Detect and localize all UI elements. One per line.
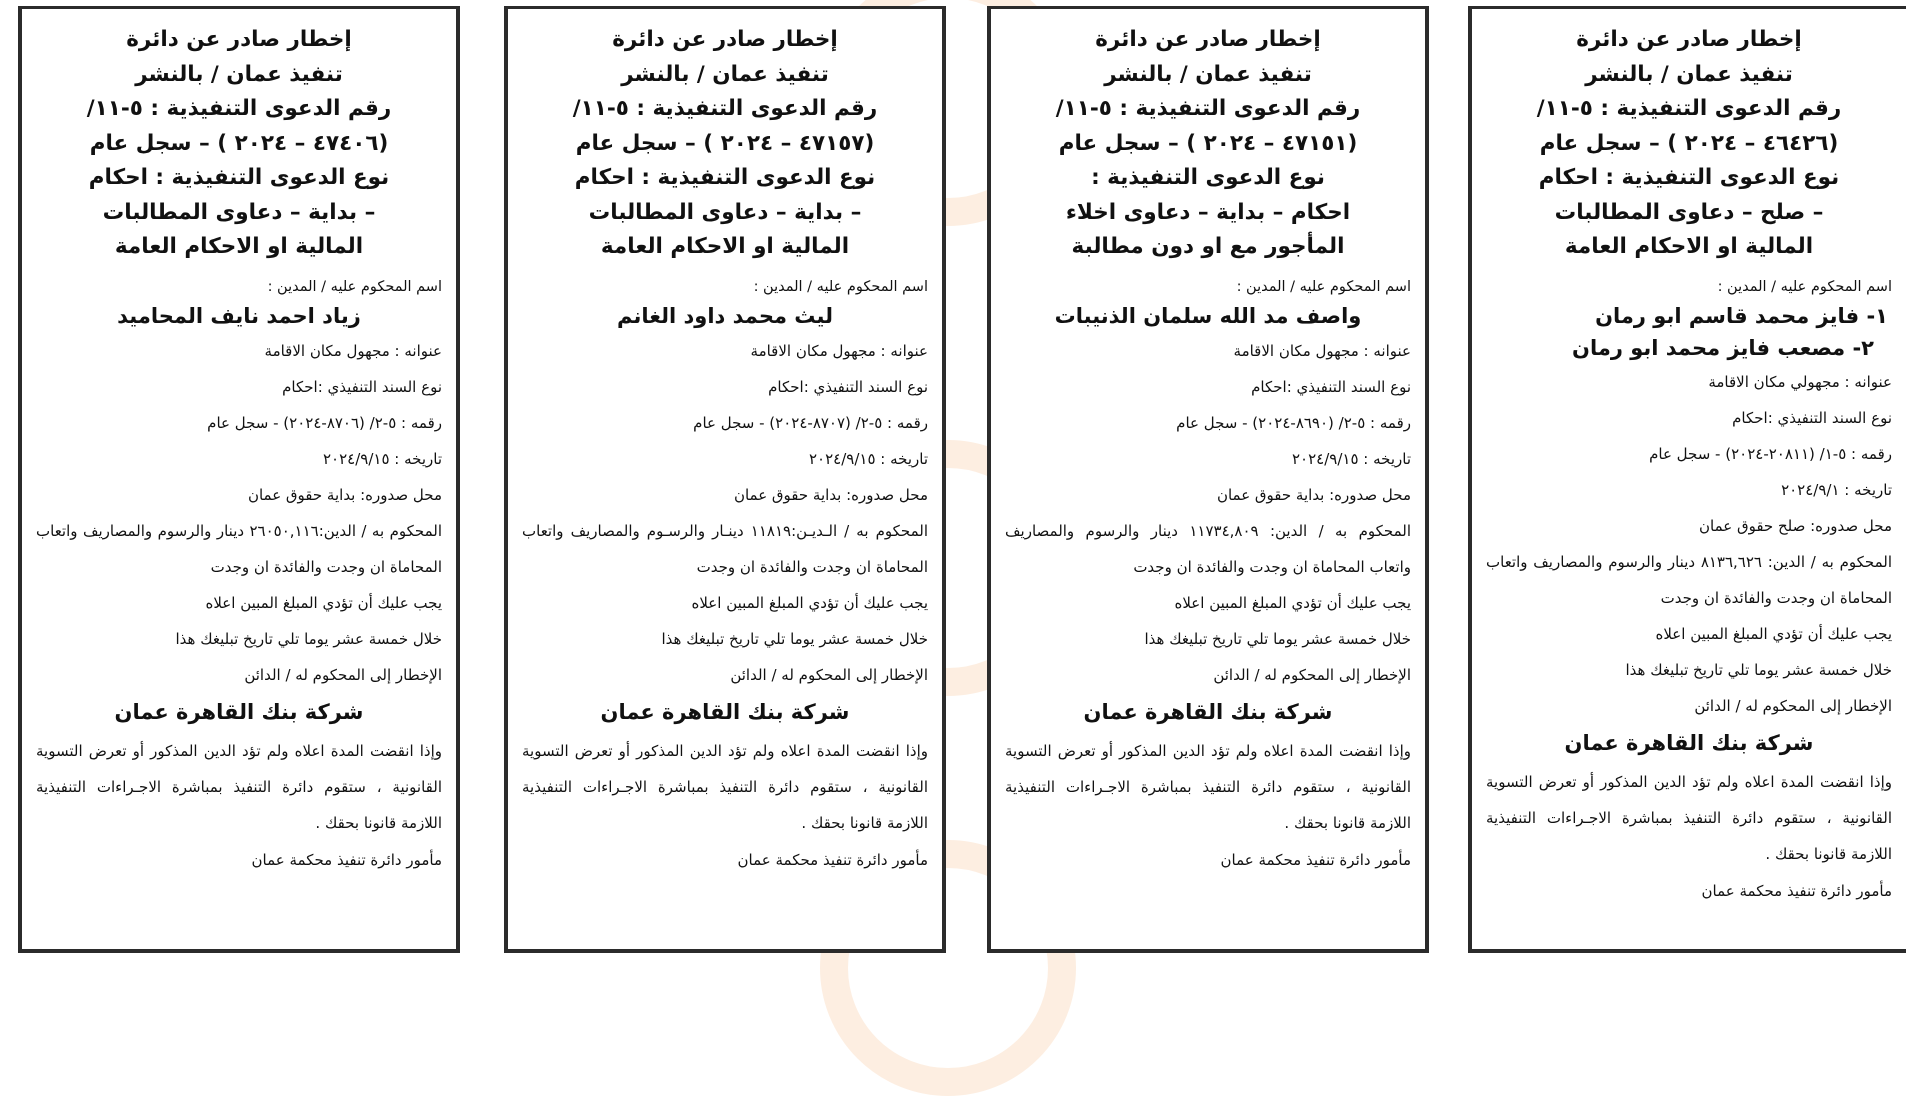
- doc-date: تاريخه : ٢٠٢٤/٩/١: [1781, 480, 1892, 499]
- issued-by: محل صدوره: صلح حقوق عمان: [1698, 516, 1892, 535]
- payment-line-3: الإخطار إلى المحكوم له / الدائن: [244, 665, 442, 684]
- payment-line-3: الإخطار إلى المحكوم له / الدائن: [730, 665, 928, 684]
- heading-line: رقم الدعوى التنفيذية : ٥-١١/: [86, 96, 392, 121]
- creditor-bank: شركة بنك القاهرة عمان: [1564, 730, 1814, 755]
- debtor-label: اسم المحكوم عليه / المدين :: [753, 278, 928, 295]
- payment-line-1: يجب عليك أن تؤدي المبلغ المبين اعلاه: [1174, 593, 1411, 612]
- notice-2: [987, 6, 1429, 953]
- signature: مأمور دائرة تنفيذ محكمة عمان: [1701, 881, 1892, 900]
- heading-line: إخطار صادر عن دائرة: [1095, 27, 1321, 52]
- heading-line: – بداية – دعاوى المطالبات: [588, 199, 862, 225]
- heading-line: نوع الدعوى التنفيذية : احكام: [574, 165, 876, 190]
- notice-heading: [1005, 23, 1411, 265]
- heading-line: المالية او الاحكام العامة: [114, 234, 364, 259]
- creditor-bank: شركة بنك القاهرة عمان: [600, 699, 850, 724]
- amount-text: المحكوم به / الدين: ١١٧٣٤,٨٠٩ دينار والرسوم والمصاريف واتعاب المحاماة ان وجدت والفائدة ان وجدت: [1005, 521, 1411, 576]
- creditor-bank: شركة بنك القاهرة عمان: [1083, 699, 1333, 724]
- heading-line: (٤٧١٥١ – ٢٠٢٤ ) – سجل عام: [1058, 130, 1358, 156]
- issued-by: محل صدوره: بداية حقوق عمان: [733, 485, 928, 504]
- heading-line: (٤٧٤٠٦ – ٢٠٢٤ ) – سجل عام: [89, 130, 389, 156]
- notice-heading: [522, 23, 928, 265]
- doc-date: تاريخه : ٢٠٢٤/٩/١٥: [323, 449, 442, 468]
- payment-line-3: الإخطار إلى المحكوم له / الدائن: [1213, 665, 1411, 684]
- heading-line: (٤٦٤٢٦ – ٢٠٢٤ ) – سجل عام: [1539, 130, 1839, 156]
- doc-date: تاريخه : ٢٠٢٤/٩/١٥: [1292, 449, 1411, 468]
- notice-heading: [1486, 23, 1892, 265]
- payment-line-2: خلال خمسة عشر يوما تلي تاريخ تبليغك هذا: [1144, 629, 1411, 648]
- doc-type: نوع السند التنفيذي :احكام: [1251, 377, 1411, 396]
- heading-line: المأجور مع او دون مطالبة: [1071, 234, 1345, 259]
- doc-type: نوع السند التنفيذي :احكام: [282, 377, 442, 396]
- doc-number: رقمه : ٥-٢/ (٨٧٠٧-٢٠٢٤) - سجل عام: [693, 413, 928, 432]
- heading-line: إخطار صادر عن دائرة: [612, 27, 838, 52]
- heading-line: نوع الدعوى التنفيذية :: [1091, 165, 1325, 190]
- doc-number: رقمه : ٥-٢/ (٨٦٩٠-٢٠٢٤) - سجل عام: [1176, 413, 1411, 432]
- heading-line: نوع الدعوى التنفيذية : احكام: [88, 165, 390, 190]
- notice-3: [504, 6, 946, 953]
- creditor-bank: شركة بنك القاهرة عمان: [114, 699, 364, 724]
- heading-line: تنفيذ عمان / بالنشر: [135, 61, 343, 87]
- doc-type: نوع السند التنفيذي :احكام: [768, 377, 928, 396]
- doc-type: نوع السند التنفيذي :احكام: [1732, 408, 1892, 427]
- debtor-label: اسم المحكوم عليه / المدين :: [1717, 278, 1892, 295]
- payment-line-1: يجب عليك أن تؤدي المبلغ المبين اعلاه: [691, 593, 928, 612]
- payment-line-1: يجب عليك أن تؤدي المبلغ المبين اعلاه: [1655, 624, 1892, 643]
- doc-number: رقمه : ٥-١/ (٢٠٨١١-٢٠٢٤) - سجل عام: [1649, 444, 1892, 463]
- heading-line: تنفيذ عمان / بالنشر: [1104, 61, 1312, 87]
- payment-line-2: خلال خمسة عشر يوما تلي تاريخ تبليغك هذا: [661, 629, 928, 648]
- notice-4: [18, 6, 460, 953]
- debtor-label: اسم المحكوم عليه / المدين :: [1236, 278, 1411, 295]
- warning-text: وإذا انقضت المدة اعلاه ولم تؤد الدين المذكور أو تعرض التسوية القانونية ، ستقوم دائرة التنفيذ بمباشرة الاجـراءات التنفيذية اللازمة قانونا بحقك .: [1005, 741, 1411, 832]
- heading-line: المالية او الاحكام العامة: [600, 234, 850, 259]
- heading-line: إخطار صادر عن دائرة: [1576, 27, 1802, 52]
- debtor-name: ١- فايز محمد قاسم ابو رمان: [1595, 303, 1888, 328]
- notice-heading: [36, 23, 442, 265]
- heading-line: رقم الدعوى التنفيذية : ٥-١١/: [1536, 96, 1842, 121]
- doc-number: رقمه : ٥-٢/ (٨٧٠٦-٢٠٢٤) - سجل عام: [207, 413, 442, 432]
- heading-line: – صلح – دعاوى المطالبات: [1554, 199, 1824, 225]
- debtor-name: زياد احمد نايف المحاميد: [117, 303, 361, 328]
- heading-line: رقم الدعوى التنفيذية : ٥-١١/: [1055, 96, 1361, 121]
- heading-line: رقم الدعوى التنفيذية : ٥-١١/: [572, 96, 878, 121]
- notice-1: [1468, 6, 1906, 953]
- heading-line: تنفيذ عمان / بالنشر: [1585, 61, 1793, 87]
- warning-text: وإذا انقضت المدة اعلاه ولم تؤد الدين المذكور أو تعرض التسوية القانونية ، ستقوم دائرة التنفيذ بمباشرة الاجـراءات التنفيذية اللازمة قانونا بحقك .: [36, 741, 442, 832]
- amount-text: المحكوم به / الـديـن:١١٨١٩ دينـار والرسـوم والمصاريف واتعاب المحاماة ان وجدت والفائدة ان وجدت: [522, 521, 928, 576]
- signature: مأمور دائرة تنفيذ محكمة عمان: [737, 850, 928, 869]
- heading-line: (٤٧١٥٧ – ٢٠٢٤ ) – سجل عام: [575, 130, 875, 156]
- heading-line: تنفيذ عمان / بالنشر: [621, 61, 829, 87]
- address: عنوانه : مجهول مكان الاقامة: [264, 341, 442, 360]
- heading-line: احكام – بداية – دعاوى اخلاء: [1065, 199, 1351, 225]
- issued-by: محل صدوره: بداية حقوق عمان: [247, 485, 442, 504]
- address: عنوانه : مجهولي مكان الاقامة: [1708, 372, 1892, 391]
- debtor-name: ليث محمد داود الغانم: [617, 303, 833, 328]
- issued-by: محل صدوره: بداية حقوق عمان: [1216, 485, 1411, 504]
- heading-line: المالية او الاحكام العامة: [1564, 234, 1814, 259]
- payment-line-2: خلال خمسة عشر يوما تلي تاريخ تبليغك هذا: [1625, 660, 1892, 679]
- warning-text: وإذا انقضت المدة اعلاه ولم تؤد الدين المذكور أو تعرض التسوية القانونية ، ستقوم دائرة التنفيذ بمباشرة الاجـراءات التنفيذية اللازمة قانونا بحقك .: [522, 741, 928, 832]
- heading-line: – بداية – دعاوى المطالبات: [102, 199, 376, 225]
- heading-line: نوع الدعوى التنفيذية : احكام: [1538, 165, 1840, 190]
- payment-line-3: الإخطار إلى المحكوم له / الدائن: [1694, 696, 1892, 715]
- address: عنوانه : مجهول مكان الاقامة: [1233, 341, 1411, 360]
- amount-text: المحكوم به / الدين: ٨١٣٦,٦٢٦ دينار والرسوم والمصاريف واتعاب المحاماة ان وجدت والفائدة ان وجدت: [1486, 552, 1892, 607]
- payment-line-1: يجب عليك أن تؤدي المبلغ المبين اعلاه: [205, 593, 442, 612]
- debtor-name: واصف مد الله سلمان الذنيبات: [1054, 303, 1362, 328]
- doc-date: تاريخه : ٢٠٢٤/٩/١٥: [809, 449, 928, 468]
- warning-text: وإذا انقضت المدة اعلاه ولم تؤد الدين المذكور أو تعرض التسوية القانونية ، ستقوم دائرة التنفيذ بمباشرة الاجـراءات التنفيذية اللازمة قانونا بحقك .: [1486, 772, 1892, 863]
- debtor-name: ٢- مصعب فايز محمد ابو رمان: [1572, 335, 1874, 360]
- debtor-label: اسم المحكوم عليه / المدين :: [267, 278, 442, 295]
- heading-line: إخطار صادر عن دائرة: [126, 27, 352, 52]
- payment-line-2: خلال خمسة عشر يوما تلي تاريخ تبليغك هذا: [175, 629, 442, 648]
- address: عنوانه : مجهول مكان الاقامة: [750, 341, 928, 360]
- amount-text: المحكوم به / الدين:٢٦٠٥٠,١١٦ دينار والرسوم والمصاريف واتعاب المحاماة ان وجدت والفائدة ان وجدت: [36, 521, 442, 576]
- signature: مأمور دائرة تنفيذ محكمة عمان: [1220, 850, 1411, 869]
- signature: مأمور دائرة تنفيذ محكمة عمان: [251, 850, 442, 869]
